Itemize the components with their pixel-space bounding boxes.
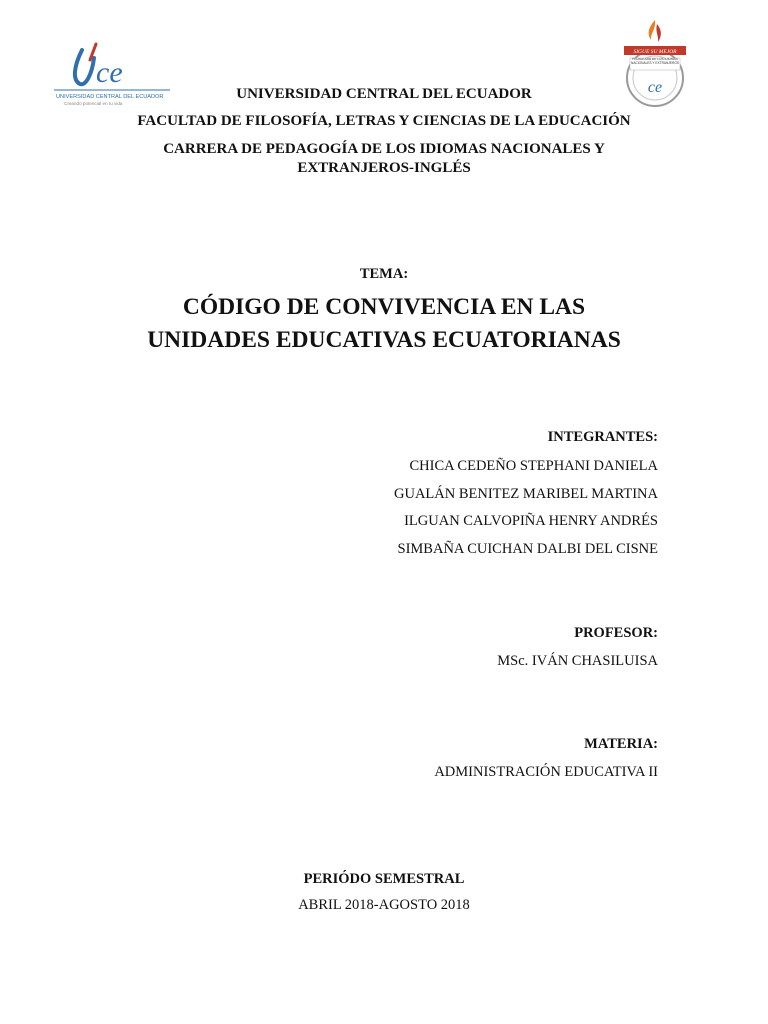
professor-label: PROFESOR: [574, 625, 658, 641]
period-label: PERIÓDO SEMESTRAL [303, 871, 465, 887]
uce-logo-mark: ce [96, 56, 123, 89]
member-name: ILGUAN CALVOPIÑA HENRY ANDRÉS [404, 513, 658, 529]
topic-label: TEMA: [359, 266, 409, 282]
period-dates: ABRIL 2018-AGOSTO 2018 [298, 897, 470, 913]
faculty-name: FACULTAD DE FILOSOFÍA, LETRAS Y CIENCIAS DE LA EDUCACIÓN [137, 113, 631, 129]
member-name: CHICA CEDEÑO STEPHANI DANIELA [409, 458, 658, 474]
professor-name: MSc. IVÁN CHASILUISA [497, 653, 658, 669]
subject-name: ADMINISTRACIÓN EDUCATIVA II [434, 764, 658, 780]
university-name: UNIVERSIDAD CENTRAL DEL ECUADOR [236, 86, 532, 102]
uce-logo-tagline: Creando potencial en tu vida [64, 101, 123, 106]
topic-title-line-2: UNIDADES EDUCATIVAS ECUATORIANAS [147, 327, 621, 353]
seal-banner-text: SIGUE SU MEJOR [633, 49, 677, 55]
members-label: INTEGRANTES: [547, 429, 658, 445]
seal-text: PEDAGOGÍA DE LOS IDIOMAS NACIONALES Y EXTRANJEROS [631, 58, 679, 65]
member-name: GUALÁN BENITEZ MARIBEL MARTINA [394, 486, 658, 502]
uce-logo-name: UNIVERSIDAD CENTRAL DEL ECUADOR [56, 94, 164, 100]
member-name: SIMBAÑA CUICHAN DALBI DEL CISNE [397, 541, 658, 557]
seal-mark: ce [647, 79, 663, 96]
career-line-2: EXTRANJEROS-INGLÉS [297, 160, 471, 176]
topic-title-line-1: CÓDIGO DE CONVIVENCIA EN LAS [182, 294, 586, 320]
career-line-1: CARRERA DE PEDAGOGÍA DE LOS IDIOMAS NACIONALES Y [163, 141, 605, 157]
subject-label: MATERIA: [584, 736, 658, 752]
